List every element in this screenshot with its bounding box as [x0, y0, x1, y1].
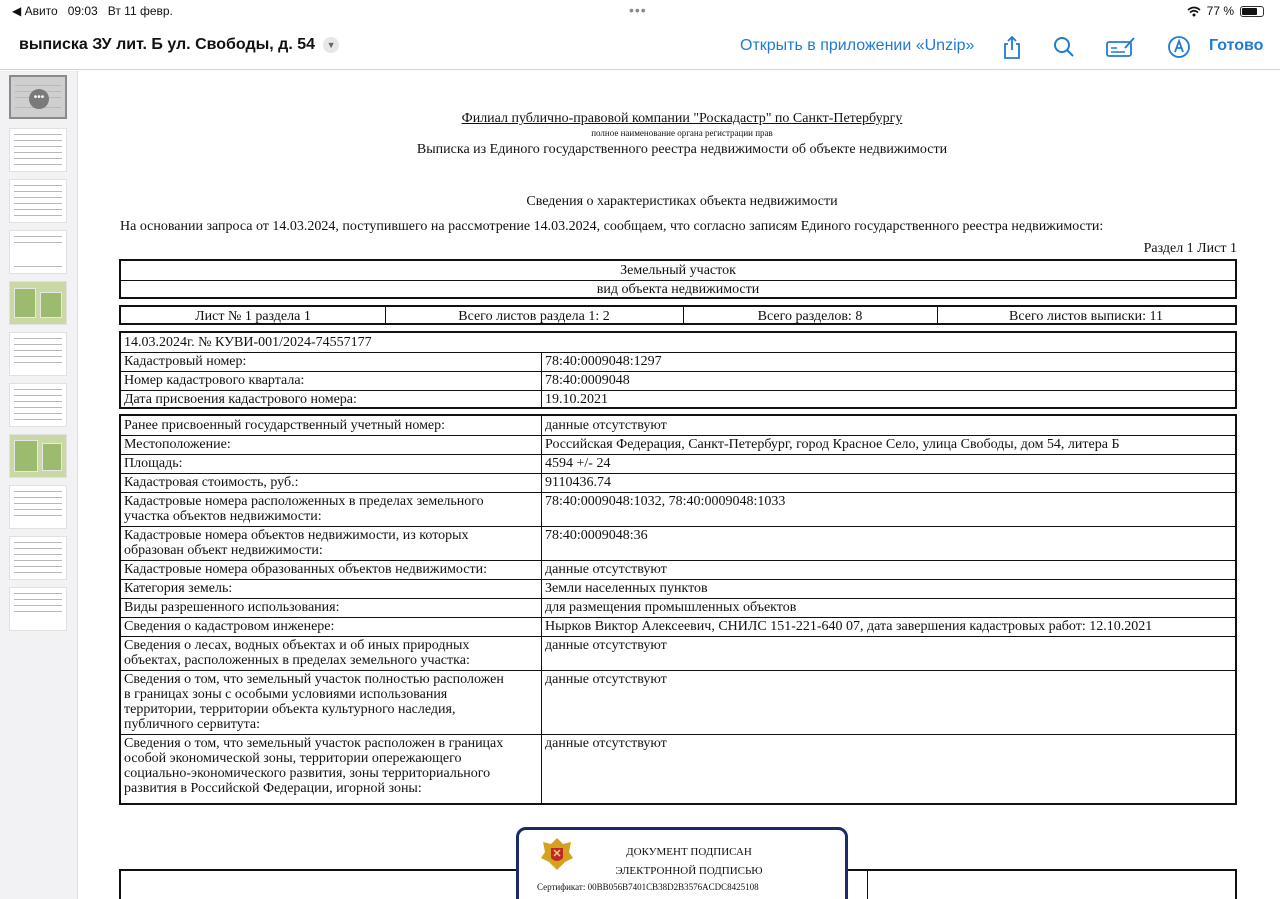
document-page [84, 71, 1280, 899]
table-row-value: 4594 +/- 24 [545, 456, 611, 471]
battery-percent: 77 % [1206, 4, 1234, 18]
thumbnail-page-11[interactable] [9, 587, 67, 631]
table-row-label-line: социально-экономического развития, зоны территориального [124, 766, 491, 781]
table-row-value: данные отсутствуют [545, 638, 667, 653]
thumbnail-page-2[interactable] [9, 128, 67, 172]
thumbnail-page-3[interactable] [9, 179, 67, 223]
organization-caption: полное наименование органа регистрации прав [591, 128, 773, 138]
table-row-label-line: Кадастровые номера образованных объектов недвижимости: [124, 562, 487, 577]
done-button[interactable]: Готово [1209, 37, 1264, 54]
stamp-line-2: ЭЛЕКТРОННОЙ ПОДПИСЬЮ [615, 865, 763, 877]
thumbnail-page-7[interactable] [9, 383, 67, 427]
multitasking-dots-icon[interactable]: ••• [629, 2, 647, 18]
sheet-number: Лист № 1 раздела 1 [195, 309, 311, 324]
assignment-date-value: 19.10.2021 [545, 392, 608, 407]
table-row-value: 9110436.74 [545, 475, 611, 490]
share-icon[interactable] [999, 34, 1025, 60]
table-row-label-line: Сведения о кадастровом инженере: [124, 619, 335, 634]
table-row-label-line: Сведения о том, что земельный участок полностью расположен [124, 672, 504, 687]
open-in-app-button[interactable]: Открыть в приложении «Unzip» [740, 37, 975, 54]
table-row-value: данные отсутствуют [545, 672, 667, 687]
table-row-label-line: Виды разрешенного использования: [124, 600, 340, 615]
document-title[interactable] [19, 36, 339, 54]
table-row-value: Земли населенных пунктов [545, 581, 708, 596]
table-row-label-line: объектах, расположенных в пределах земельного участка: [124, 653, 470, 668]
table-row-label-line: публичного сервитута: [124, 717, 261, 732]
more-icon[interactable]: ••• [29, 89, 49, 109]
annotate-icon[interactable] [1166, 34, 1192, 60]
page-thumbnails-sidebar[interactable] [0, 71, 78, 899]
table-row-label: Дата присвоения кадастрового номера: [124, 392, 357, 407]
thumbnail-page-5[interactable] [9, 281, 67, 325]
table-row-label-line: образован объект недвижимости: [124, 543, 323, 558]
table-row-label [124, 418, 445, 433]
toolbar [0, 22, 1280, 70]
table-row-label-line: Местоположение: [124, 437, 231, 452]
table-row-label [124, 494, 484, 524]
stamp-certificate: Сертификат: 00BB056B7401CB38D2B3576ACDC8425108 [537, 882, 759, 892]
object-type: Земельный участок [620, 263, 736, 278]
table-row-value: для размещения промышленных объектов [545, 600, 797, 615]
table-row-label [124, 600, 339, 615]
document-title-text: выписка ЗУ лит. Б ул. Свободы, д. 54 [19, 36, 316, 53]
table-row-label-line: особой экономической зоны, территории опережающего [124, 751, 462, 766]
thumbnail-page-6[interactable] [9, 332, 67, 376]
wifi-icon [1187, 6, 1201, 17]
table-row-value: данные отсутствуют [545, 736, 667, 751]
table-row-label [124, 456, 183, 471]
table-row-value: Нырков Виктор Алексеевич, СНИЛС 151-221-640 07, дата завершения кадастровых работ: 12.10.2021 [545, 619, 1153, 634]
back-to-app-link[interactable]: ◀ Авито [12, 4, 58, 18]
object-type-box [119, 259, 1237, 299]
table-row-label-line: Сведения о том, что земельный участок расположен в границах [124, 736, 504, 751]
battery-icon [1240, 6, 1264, 17]
table-row-label-line: участка объектов недвижимости: [124, 509, 322, 524]
table-row-label-line: Сведения о лесах, водных объектах и об иных природных [124, 638, 470, 653]
search-icon[interactable] [1051, 34, 1077, 60]
table-row-label-line: Кадастровые номера объектов недвижимости, из которых [124, 528, 469, 543]
table-row-label [124, 736, 503, 796]
table-row-label-line: Площадь: [124, 456, 183, 471]
table-row-label-line: развития в Российской Федерации, игорной зоны: [124, 781, 422, 796]
cadastral-quarter-value: 78:40:0009048 [545, 373, 630, 388]
sheet-info-row [119, 305, 1237, 325]
electronic-signature-stamp [516, 827, 848, 899]
sections-total: Всего разделов: 8 [757, 309, 863, 324]
record-id: 14.03.2024г. № КУВИ-001/2024-74557177 [124, 335, 372, 350]
cadastral-number-value: 78:40:0009048:1297 [545, 354, 662, 369]
section-sheet: Раздел 1 Лист 1 [1143, 241, 1237, 256]
extract-title: Выписка из Единого государственного реестра недвижимости об объекте недвижимости [416, 142, 948, 157]
object-type-caption: вид объекта недвижимости [596, 282, 760, 297]
table-row-label [124, 672, 504, 732]
markup-icon[interactable] [1105, 34, 1137, 60]
table-row-label [124, 581, 232, 596]
table-row-label-line: Категория земель: [124, 581, 233, 596]
thumbnail-page-9[interactable] [9, 485, 67, 529]
thumbnail-page-10[interactable] [9, 536, 67, 580]
table-row-label: Номер кадастрового квартала: [124, 373, 305, 388]
table-row-label-line: Кадастровые номера расположенных в пределах земельного [124, 494, 484, 509]
extract-sheets-total: Всего листов выписки: 11 [1009, 309, 1163, 324]
characteristics-table [119, 414, 1237, 805]
table-row-label [124, 437, 231, 452]
table-row-label [124, 475, 299, 490]
record-table [119, 331, 1237, 409]
table-row-label [124, 562, 487, 577]
table-row-label [124, 528, 469, 558]
thumbnail-page-4[interactable] [9, 230, 67, 274]
table-row-value: данные отсутствуют [545, 418, 667, 433]
stamp-line-1: ДОКУМЕНТ ПОДПИСАН [626, 846, 752, 858]
status-time: 09:03 [67, 4, 98, 18]
table-row-label [124, 638, 470, 668]
table-row-label: Кадастровый номер: [124, 354, 247, 369]
section-title: Сведения о характеристиках объекта недвижимости [526, 194, 838, 209]
table-row-value: 78:40:0009048:1032, 78:40:0009048:1033 [545, 494, 786, 509]
basis-paragraph: На основании запроса от 14.03.2024, поступившего на рассмотрение 14.03.2024, сообщаем, что согласно записям Единого государственного реестра недвижимости: [120, 219, 1104, 234]
table-row-value: 78:40:0009048:36 [545, 528, 648, 543]
section-sheets-total: Всего листов раздела 1: 2 [458, 309, 610, 324]
table-row-label-line: Кадастровая стоимость, руб.: [124, 475, 299, 490]
thumbnail-page-1[interactable] [9, 75, 67, 119]
status-bar [0, 0, 1280, 22]
status-date: Вт 11 февр. [107, 4, 173, 18]
table-row-label-line: в границах зоны с особыми условиями использования [124, 687, 448, 702]
chevron-down-icon[interactable]: ▼ [323, 37, 339, 53]
organization-name: Филиал публично-правовой компании "Роскадастр" по Санкт-Петербургу [461, 111, 903, 126]
table-row-label [124, 619, 334, 634]
thumbnail-page-8[interactable] [9, 434, 67, 478]
table-row-label-line: территории, территории объекта культурного наследия, [124, 702, 456, 717]
table-row-label-line: Ранее присвоенный государственный учетный номер: [124, 418, 446, 433]
table-row-value: данные отсутствуют [545, 562, 667, 577]
table-row-value: Российская Федерация, Санкт-Петербург, город Красное Село, улица Свободы, дом 54, литера Б [545, 437, 1120, 452]
